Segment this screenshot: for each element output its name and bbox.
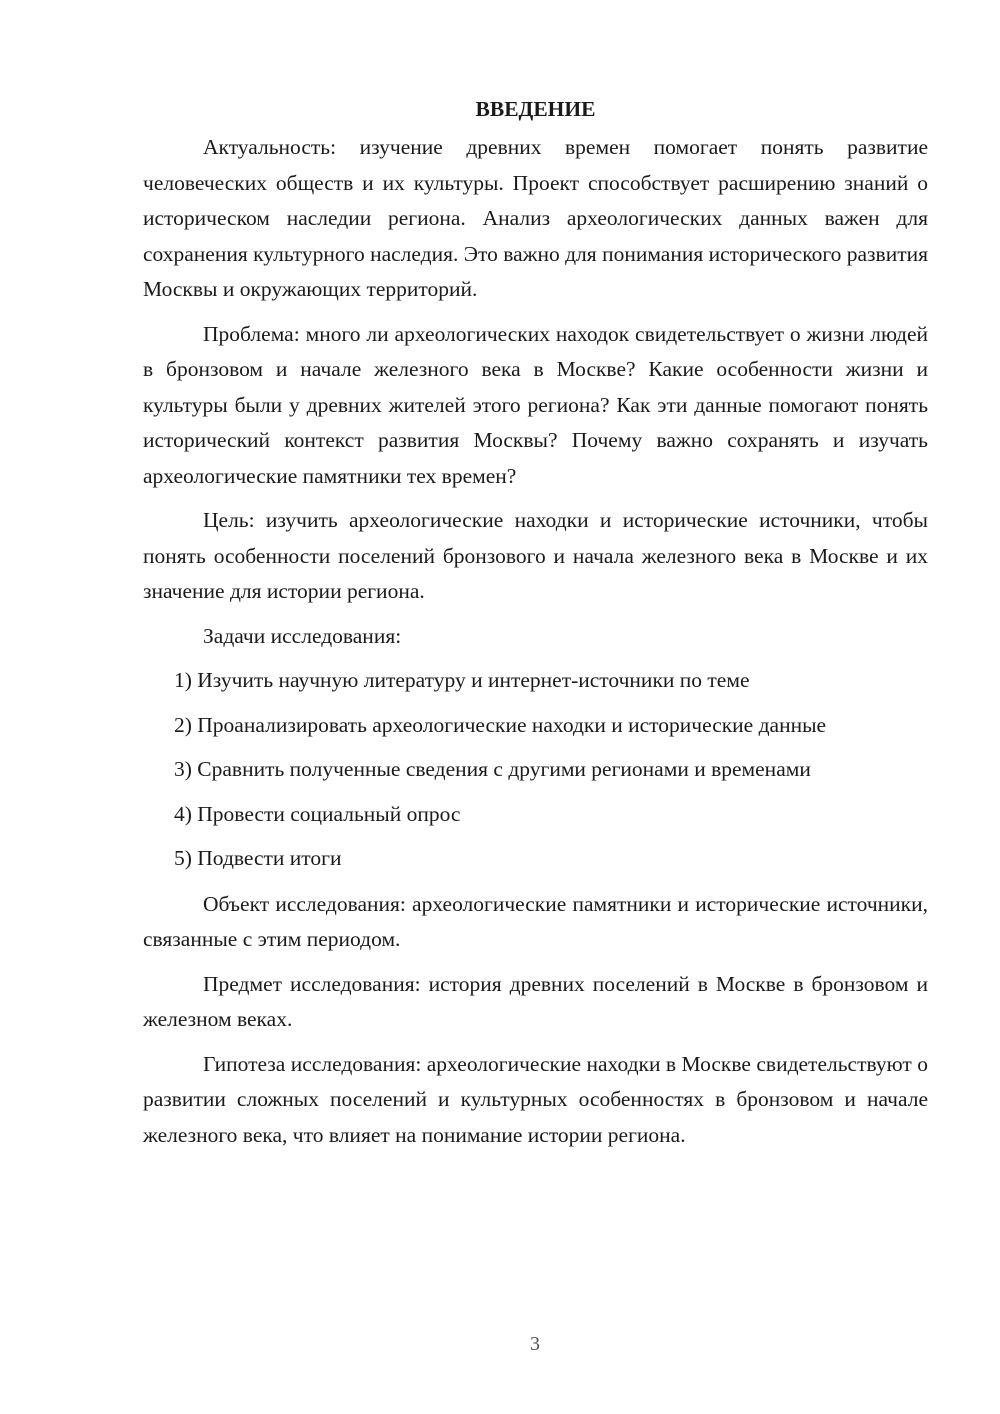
task-item-2: 2) Проанализировать археологические находки и исторические данные	[174, 712, 827, 737]
hypothesis-paragraph: Гипотеза исследования: археологические находки в Москве свидетельствуют о развитии сложных поселений и культурных особенностях в бронзовом и начале железного века, что влияет на понимание истории региона.	[143, 1051, 928, 1147]
tasks-heading: Задачи исследования:	[203, 623, 402, 648]
task-item-5: 5) Подвести итоги	[174, 846, 342, 870]
page-title: ВВЕДЕНИЕ	[475, 97, 596, 121]
task-item-1: 1) Изучить научную литературу и интернет-источники по теме	[174, 668, 750, 692]
goal-paragraph: Цель: изучить археологические находки и исторические источники, чтобы понять особенности поселений бронзового и начала железного века в Москве и их значение для истории региона.	[143, 508, 928, 603]
document-page	[143, 92, 928, 1162]
subject-paragraph: Предмет исследования: история древних поселений в Москве в бронзовом и железном веках.	[143, 971, 928, 1031]
task-item-4: 4) Провести социальный опрос	[174, 801, 461, 826]
object-paragraph: Объект исследования: археологические памятники и исторические источники, связанные с этим периодом.	[143, 891, 928, 951]
problem-paragraph: Проблема: много ли археологических находок свидетельствует о жизни людей в бронзовом и начале железного века в Москве? Какие особенности жизни и культуры были у древних жителей этого региона? Как эти данные помогают понять исторический контекст развития Москвы? Почему важно сохранять и изучать археологические памятники тех времен?	[143, 321, 928, 488]
page-number: 3	[530, 1333, 540, 1355]
relevance-paragraph: Актуальность: изучение древних времен помогает понять развитие человеческих обществ и их культуры. Проект способствует расширению знаний о историческом наследии региона. Анализ археологических данных важен для сохранения культурного наследия. Это важно для понимания исторического развития Москвы и окружающих территорий.	[143, 135, 928, 301]
task-item-3: 3) Сравнить полученные сведения с другими регионами и временами	[174, 757, 811, 781]
